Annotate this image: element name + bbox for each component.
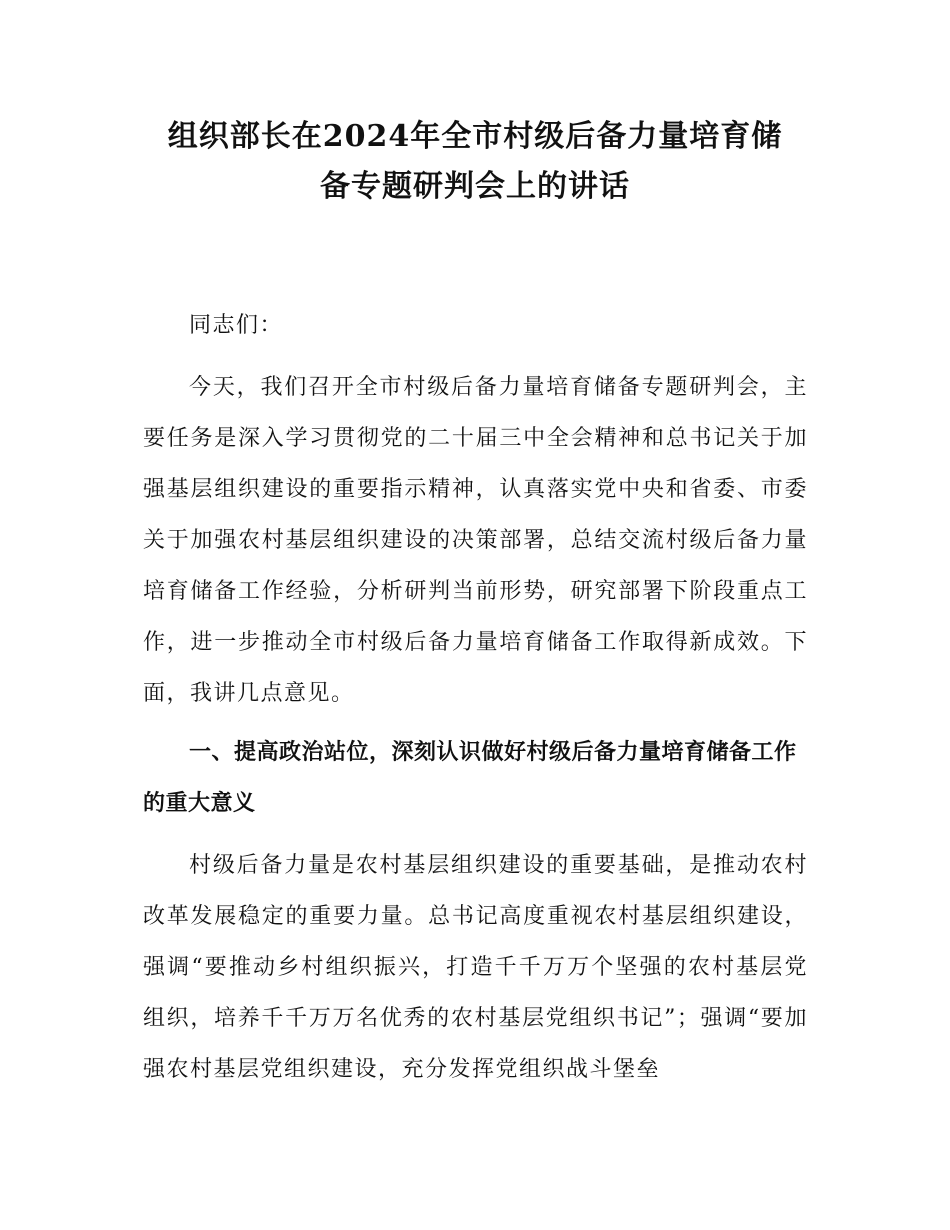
title-line-2: 备专题研判会上的讲话 [320, 169, 630, 204]
title-line-1: 组织部长在2024年全市村级后备力量培育储 [167, 119, 783, 154]
section-heading-1: 一、提高政治站位，深刻认识做好村级后备力量培育储备工作的重大意义 [143, 740, 797, 816]
salutation: 同志们： [189, 313, 284, 338]
section-1-paragraph: 村级后备力量是农村基层组织建设的重要基础，是推动农村改革发展稳定的重要力量。总书记高度重视农村基层组织建设，强调“要推动乡村组织振兴，打造千千万万个坚强的农村基层党组织，培养千千万万名优秀的农村基层党组织书记”；强调“要加强农村基层党组织建设，充分发挥党组织战斗堡垒 [143, 853, 808, 1082]
document-title [0, 112, 950, 212]
opening-paragraph: 今天，我们召开全市村级后备力量培育储备专题研判会，主要任务是深入学习贯彻党的二十届三中全会精神和总书记关于加强基层组织建设的重要指示精神，认真落实党中央和省委、市委关于加强农村基层组织建设的决策部署，总结交流村级后备力量培育储备工作经验，分析研判当前形势，研究部署下阶段重点工作，进一步推动全市村级后备力量培育储备工作取得新成效。下面，我讲几点意见。 [143, 375, 808, 706]
